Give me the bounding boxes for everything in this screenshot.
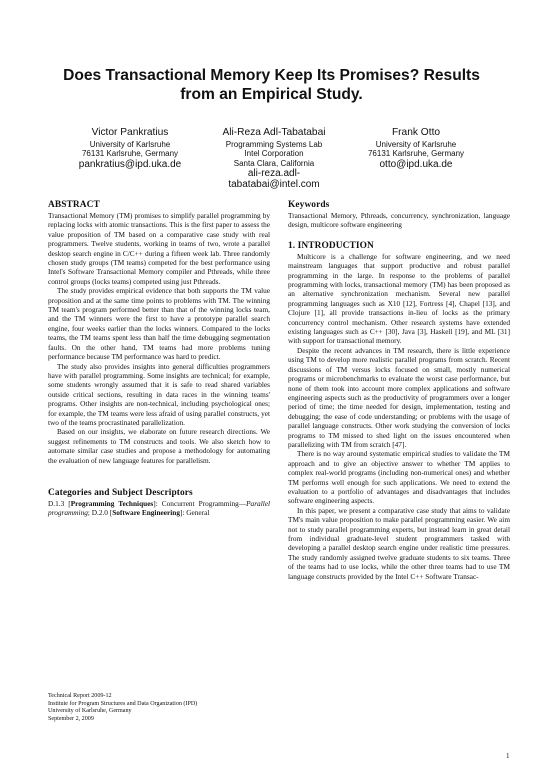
paper-title [40,66,503,104]
report-line: Institute for Program Structures and Data Organization (IPD) [48,700,198,707]
report-line: September 2, 2009 [48,715,94,722]
author-block-1 [60,127,200,170]
abstract-paragraph: The study provides empirical evidence that both supports the TM value proposition and at the same time points to problems with TM. The winning TM team's program performed better than that of the winning locks team, and the TM winners were the first to have a prototype parallel search engine, four weeks earlier than the locks winners. Compared to the locks teams, the TM teams spent less than half the time debugging segmentation faults. On the other hand, TM teams had more problems tuning performance because TM performance was hard to predict. [48,286,270,362]
category-bold-2: Software Engineering [112,508,180,518]
categories-text [48,499,270,518]
technical-report-footnote [48,693,278,723]
author-name: Victor Pankratius [91,127,169,138]
author-affiliation: Programming Systems Lab [225,139,323,149]
author-name: Frank Otto [391,127,441,138]
abstract-paragraph: Based on our insights, we elaborate on future research directions. We suggest refinements to TM constructs and tools. We also sketch how to automate similar case studies and propose a methodology for automating the evaluation of new language features for parallelism. [48,427,270,465]
keywords-text: Transactional Memory, Pthreads, concurrency, synchronization, language design, multicore software engineering [288,211,510,230]
report-line: Technical Report 2009-12 [48,693,112,699]
category-code: D.1.3 [ [48,498,71,508]
keywords-heading: Keywords [288,200,330,210]
author-organization: Intel Corporation [244,149,304,159]
author-email: pankratius@ipd.uka.de [78,158,182,170]
title-line-1: Does Transactional Memory Keep Its Promises? Results [63,67,480,84]
abstract-paragraph: The study also provides insights into general difficulties programmers have with parallel programming. Some insights are technical; for example, some students wrongly assumed that it is safe to read shared variables outside critical sections, resulting in data races in the winning teams' programs. Other insights are non-technical, including psychological ones; for example, the TM teams were less afraid of using parallel constructs, yet two of the teams procrastinated parallelization. [48,361,270,427]
introduction-paragraph: In this paper, we present a comparative case study that aims to validate TM's main value proposition to make parallel programming easier. We aim not to study parallel programming experts, but instead learn in great detail from individual graduate-level student programmers tasked with developing a parallel desktop search engine under realistic time pressures. The study randomly assigned twelve graduate students to six teams. Three of the teams had to use locks, while the other three teams had to use TM language constructs provided by the Intel C++ Software Transac- [288,505,510,581]
category-rest-2: ]: General [179,508,210,518]
author-affiliation: University of Karlsruhe [89,139,171,149]
abstract-heading: ABSTRACT [48,200,100,210]
author-address: 76131 Karlsruhe, Germany [81,149,179,159]
introduction-paragraph: Multicore is a challenge for software engineering, and we need mainstream languages that support productive and robust parallel programming in the large. In response to the problems of parallel programming with locks, transactional memory (TM) has been proposed as an alternative synchronization mechanism. Several new parallel programming languages such as X10 [12], Fortress [4], Chapel [13], and Clojure [1], all provide transactions in-lieu of locks as the primary concurrency control mechanism. Other research systems have extended existing languages such as C++ [30], Java [3], Haskell [19], and ML [31] with support for transactional memory. [288,251,510,346]
author-affiliation: University of Karlsruhe [375,139,457,149]
introduction-paragraph: There is no way around systematic empirical studies to validate the TM approach and to give an objective answer to whether TM applies to complex real-world programs (including non-numerical ones) and whether TM performs well enough for such applications. We need to extend the evaluation to a portfolio of advantages and disadvantages that includes software engineering aspects. [288,449,510,506]
left-column [48,199,270,518]
author-address: 76131 Karlsruhe, Germany [367,149,465,159]
author-email-line-1: ali-reza.adl- [247,168,301,180]
author-block-3 [346,127,486,170]
category-rest: ]: Concurrent Programming— [153,498,247,508]
report-line: University of Karlsruhe, Germany [48,708,132,715]
page-number: 1 [506,752,510,760]
category-bold: Programming Techniques [70,498,154,508]
category-italic: Parallel programming [48,498,271,518]
categories-heading: Categories and Subject Descriptors [48,487,193,498]
author-address: Santa Clara, California [233,158,315,168]
author-name: Ali-Reza Adl-Tabatabai [222,127,326,138]
author-block-2 [204,127,344,190]
author-email-line-2: tabatabai@intel.com [228,179,320,191]
title-line-2: from an Empirical Study. [180,86,363,103]
abstract-paragraph: Transactional Memory (TM) promises to simplify parallel programming by replacing locks with atomic transactions. This is the first paper to assess the value proposition of TM based on a comparative case study with real programmers. Twelve students, working in teams of two, wrote a parallel desktop search engine in C/C++ during a fifteen week lab. Three randomly chosen study groups (TM teams) competed for the best performance using Intel's Software Transactional Memory compiler and Pthreads, while three control groups (locks teams) competed using just Pthreads. [48,211,270,286]
introduction-paragraph: Despite the recent advances in TM research, there is little experience using TM to develop more realistic parallel programs from scratch. Recent discussions of TM versus locks focused on small, mostly numerical programs or microbenchmarks to evaluate the worst case performance, but none of them took into account more complex applications and software engineering aspects such as the productivity of programmers over a longer period of time; the time needed for design, implementation, testing and debugging; the ease of code understanding; or problems with the usage of parallel language constructs. Other work studying the conversion of locks programs to TM missed to shed light on the issues encountered when parallelizing with TM from scratch [47]. [288,345,510,449]
introduction-heading: 1. INTRODUCTION [288,240,374,251]
category-code-2: ; D.2.0 [ [87,508,113,518]
author-email: otto@ipd.uka.de [379,158,453,170]
right-column [288,199,510,581]
